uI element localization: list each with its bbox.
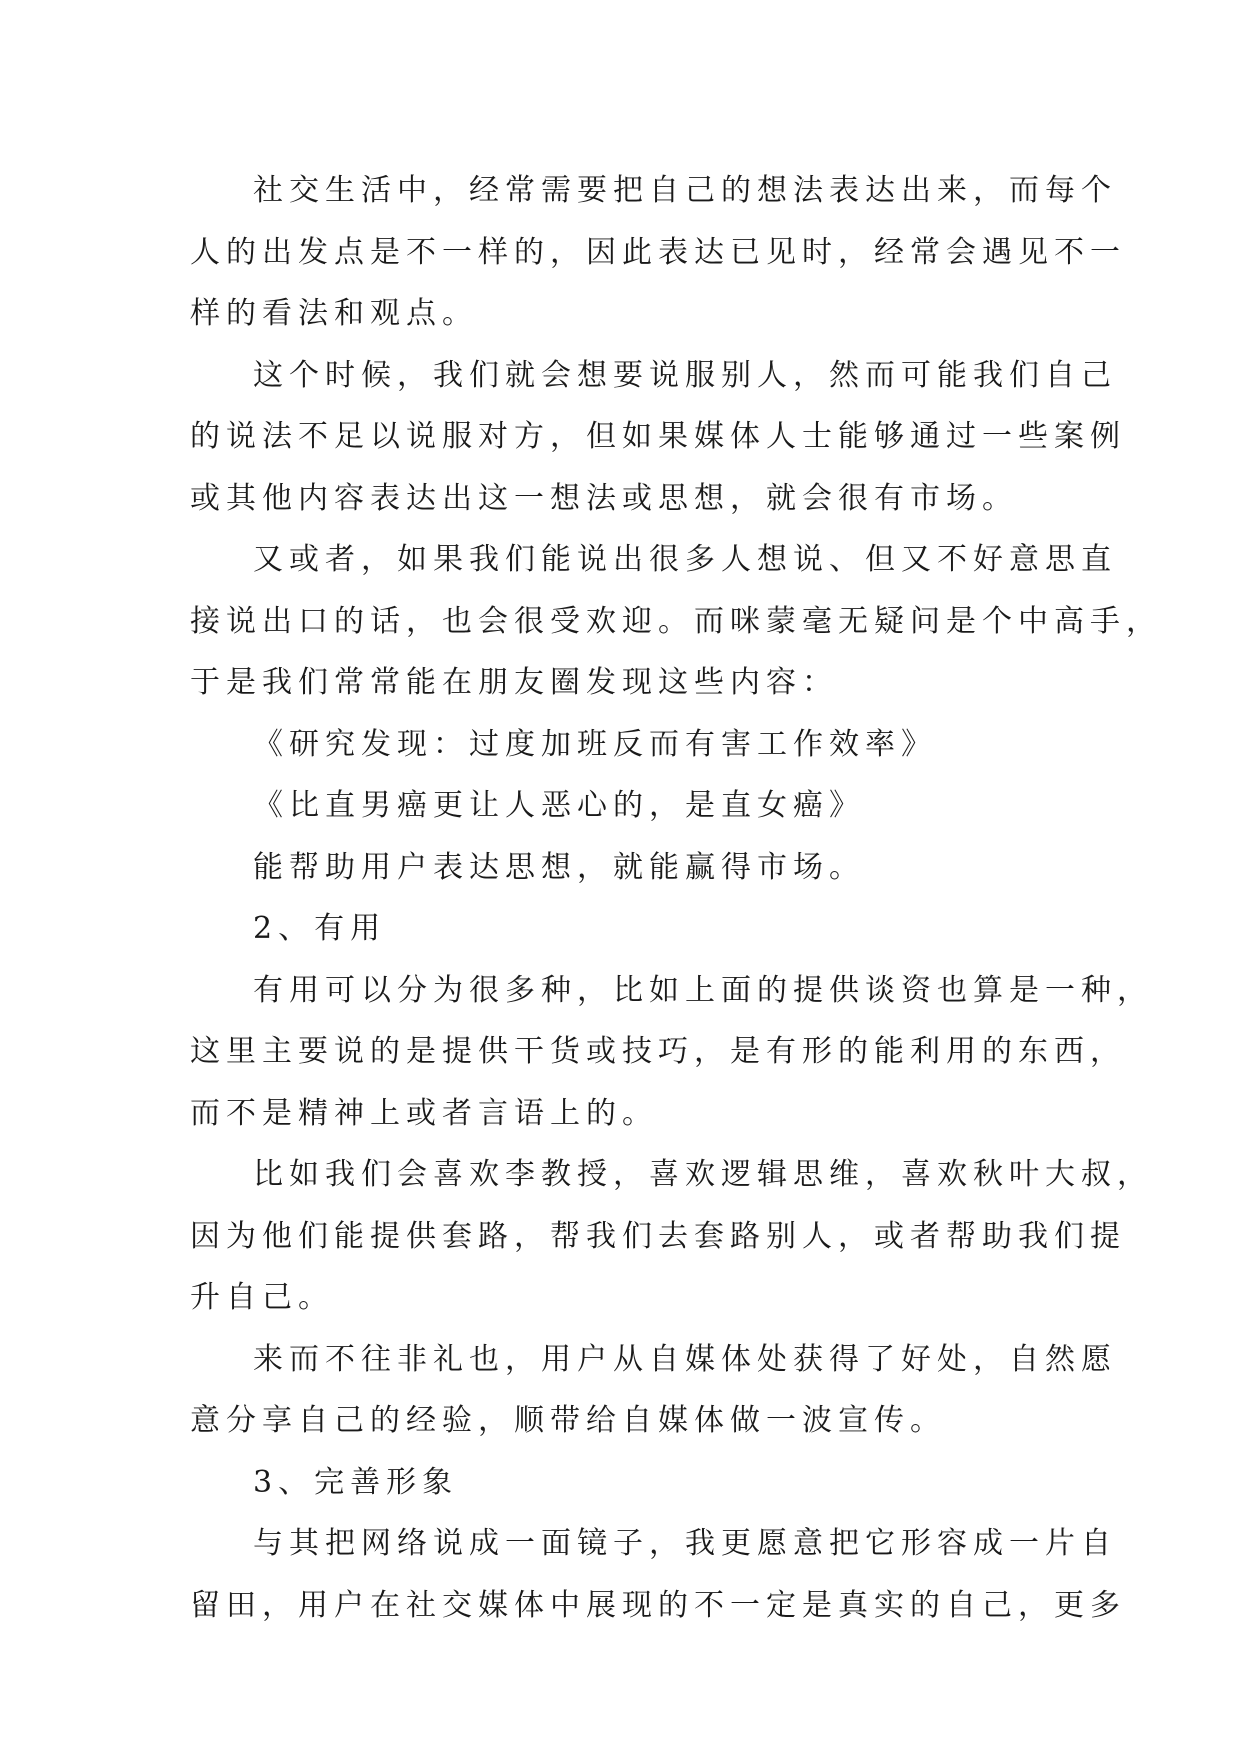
text-line: 《研究发现：过度加班反而有害工作效率》 <box>253 726 937 762</box>
text-line: 《比直男癌更让人恶心的，是直女癌》 <box>253 788 865 823</box>
text-line: 而不是精神上或者言语上的。 <box>190 1095 658 1131</box>
text-line: 社交生活中，经常需要把自己的想法表达出来，而每个 <box>253 173 1117 208</box>
text-line: 能帮助用户表达思想，就能赢得市场。 <box>253 849 865 885</box>
text-line: 与其把网络说成一面镜子，我更愿意把它形容成一片自 <box>253 1526 1117 1561</box>
text-line: 人的出发点是不一样的，因此表达已见时，经常会遇见不一 <box>190 234 1126 270</box>
text-line: 因为他们能提供套路，帮我们去套路别人，或者帮助我们提 <box>190 1218 1126 1254</box>
text-line: 于是我们常常能在朋友圈发现这些内容： <box>190 665 838 700</box>
text-line: 来而不往非礼也，用户从自媒体处获得了好处，自然愿 <box>253 1341 1117 1377</box>
text-line: 升自己。 <box>190 1280 334 1315</box>
text-line: 留田，用户在社交媒体中展现的不一定是真实的自己，更多 <box>190 1587 1126 1623</box>
text-line: 样的看法和观点。 <box>190 296 478 331</box>
text-line: 有用可以分为很多种，比如上面的提供谈资也算是一种， <box>253 972 1153 1008</box>
text-line: 接说出口的话，也会很受欢迎。而咪蒙毫无疑问是个中高手， <box>190 603 1162 639</box>
text-line: 这里主要说的是提供干货或技巧，是有形的能利用的东西， <box>190 1034 1126 1069</box>
text-line: 比如我们会喜欢李教授，喜欢逻辑思维，喜欢秋叶大叔， <box>253 1157 1153 1192</box>
text-line: 这个时候，我们就会想要说服别人，然而可能我们自己 <box>253 357 1117 393</box>
document-body <box>190 160 1162 1636</box>
text-line: 意分享自己的经验，顺带给自媒体做一波宣传。 <box>190 1403 946 1438</box>
text-line: 又或者，如果我们能说出很多人想说、但又不好意思直 <box>253 542 1117 577</box>
text-line: 或其他内容表达出这一想法或思想，就会很有市场。 <box>190 480 1018 516</box>
text-line: 的说法不足以说服对方，但如果媒体人士能够通过一些案例 <box>190 419 1126 454</box>
text-line: 3、完善形象 <box>253 1464 459 1500</box>
text-line: 2、有用 <box>253 911 387 946</box>
